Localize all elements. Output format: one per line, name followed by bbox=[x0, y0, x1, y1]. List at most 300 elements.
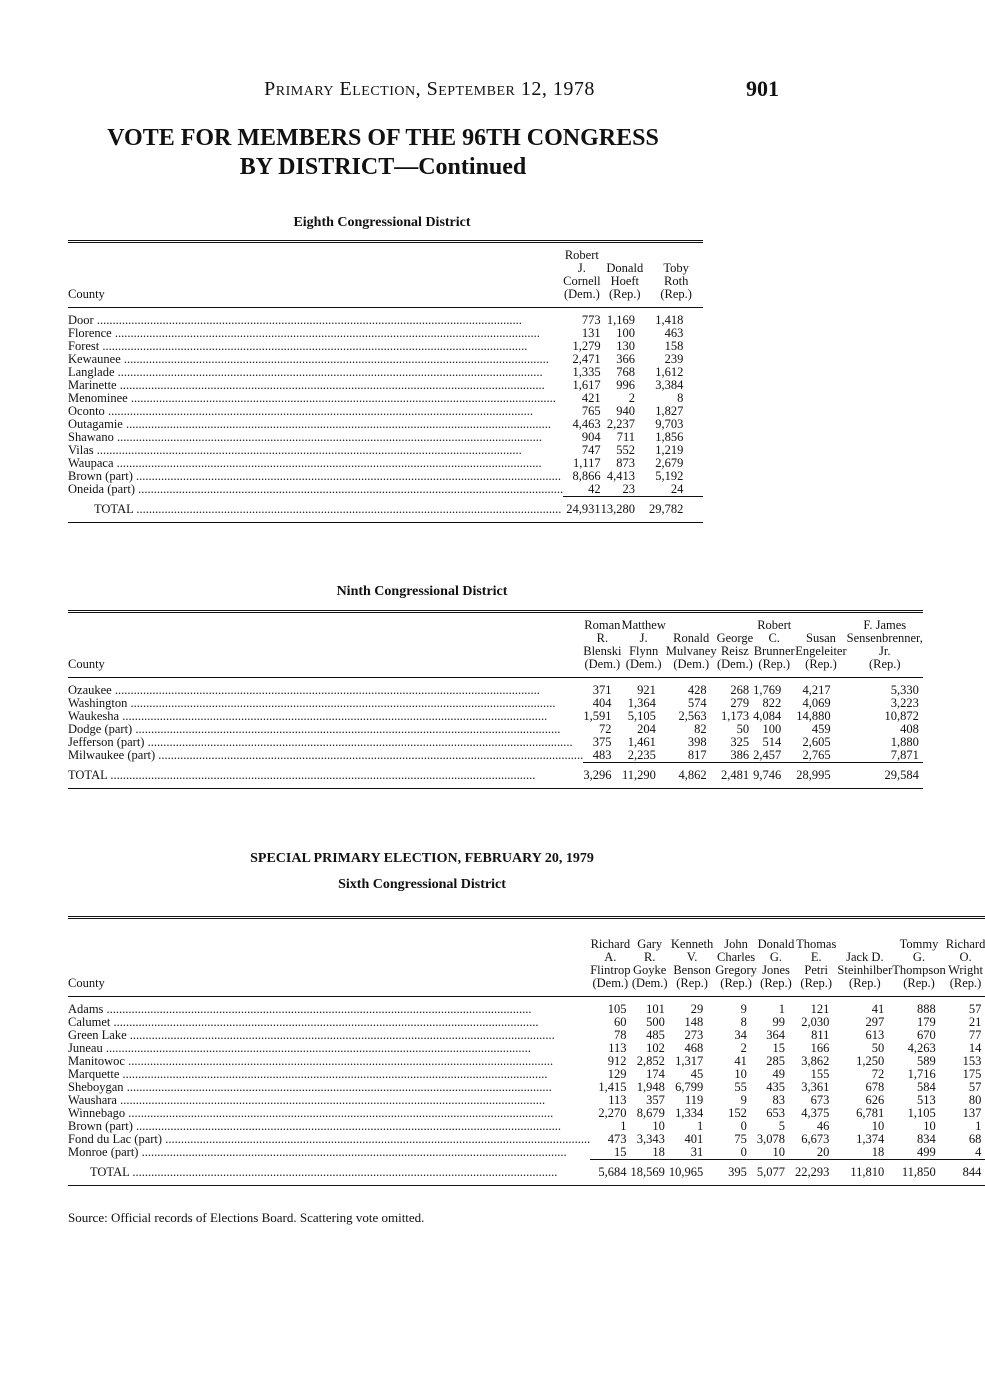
candidate-header-line: Charles bbox=[716, 950, 756, 964]
candidate-header-line: (Rep.) bbox=[849, 976, 881, 990]
vote-count: 834 bbox=[917, 1132, 936, 1146]
vote-count: 4,413 bbox=[606, 469, 635, 483]
vote-count: 940 bbox=[616, 404, 635, 418]
vote-count: 6,781 bbox=[856, 1106, 885, 1120]
candidate-header-line: Steinhilber bbox=[837, 963, 893, 977]
total-count: 844 bbox=[946, 1160, 985, 1186]
total-count: 2,481 bbox=[717, 763, 754, 789]
candidate-header-line: Richard O. bbox=[945, 937, 985, 964]
vote-count: 1,117 bbox=[572, 456, 601, 470]
county-name: Sheboygan ..... bbox=[68, 1081, 590, 1094]
vote-count: 10 bbox=[772, 1145, 786, 1159]
candidate-header-line: Wright bbox=[948, 963, 983, 977]
vote-count: 18 bbox=[652, 1145, 665, 1159]
vote-count: 589 bbox=[917, 1054, 936, 1068]
county-name: Jefferson (part) ..... bbox=[68, 736, 583, 749]
table-header-row bbox=[68, 242, 703, 308]
vote-count: 1,769 bbox=[753, 683, 782, 697]
vote-count: 921 bbox=[637, 683, 656, 697]
vote-count: 3,361 bbox=[801, 1080, 830, 1094]
vote-count: 15 bbox=[614, 1145, 627, 1159]
total-count: 11,810 bbox=[837, 1160, 892, 1186]
vote-count: 50 bbox=[871, 1041, 885, 1055]
vote-count: 5,330 bbox=[890, 683, 919, 697]
candidate-header-line: Engeleiter bbox=[795, 644, 847, 658]
vote-count: 500 bbox=[646, 1015, 665, 1029]
vote-count: 811 bbox=[811, 1028, 830, 1042]
vote-count: 584 bbox=[917, 1080, 936, 1094]
vote-count: 366 bbox=[616, 352, 635, 366]
vote-count: 2,563 bbox=[678, 709, 707, 723]
candidate-header-line: Gregory bbox=[715, 963, 757, 977]
vote-count: 574 bbox=[687, 696, 707, 710]
vote-count: 1,856 bbox=[655, 430, 684, 444]
running-head: Primary Election, September 12, 1978 bbox=[264, 78, 595, 100]
vote-count: 401 bbox=[684, 1132, 704, 1146]
vote-count: 325 bbox=[730, 735, 750, 749]
main-title bbox=[0, 124, 766, 182]
table-row bbox=[68, 483, 703, 497]
candidate-header-line: Hoeft bbox=[610, 274, 640, 288]
vote-count: 34 bbox=[734, 1028, 747, 1042]
table-row bbox=[68, 308, 703, 328]
candidate-header-line: (Rep.) bbox=[609, 287, 641, 301]
county-name: Outagamie ..... bbox=[68, 418, 563, 431]
vote-count: 152 bbox=[728, 1106, 747, 1120]
vote-count: 101 bbox=[646, 1002, 665, 1016]
vote-count: 129 bbox=[607, 1067, 627, 1081]
vote-count: 15 bbox=[772, 1041, 786, 1055]
vote-count: 158 bbox=[664, 339, 684, 353]
county-name: Forest ..... bbox=[68, 340, 563, 353]
vote-count: 904 bbox=[581, 430, 601, 444]
vote-count: 72 bbox=[871, 1067, 885, 1081]
vote-count: 49 bbox=[772, 1067, 786, 1081]
vote-count: 57 bbox=[968, 1002, 982, 1016]
vote-count: 1 bbox=[778, 1002, 786, 1016]
vote-count: 1,334 bbox=[675, 1106, 704, 1120]
vote-count: 239 bbox=[664, 352, 684, 366]
vote-count: 5,192 bbox=[655, 469, 684, 483]
vote-count: 421 bbox=[581, 391, 601, 405]
candidate-header-line: F. James bbox=[863, 618, 907, 632]
candidate-header-line: Flintrop bbox=[590, 963, 631, 977]
vote-count: 1,617 bbox=[572, 378, 601, 392]
vote-count: 75 bbox=[734, 1132, 747, 1146]
vote-count: 72 bbox=[598, 722, 612, 736]
vote-count: 514 bbox=[762, 735, 782, 749]
vote-count: 485 bbox=[646, 1028, 665, 1042]
vote-count: 148 bbox=[684, 1015, 704, 1029]
candidate-header-line: (Rep.) bbox=[676, 976, 708, 990]
county-name: Ozaukee ..... bbox=[68, 678, 583, 698]
candidate-header-line: Brunner bbox=[753, 644, 795, 658]
vote-count: 31 bbox=[690, 1145, 704, 1159]
vote-count: 4,084 bbox=[753, 709, 782, 723]
candidate-header-line: Donald bbox=[606, 261, 644, 275]
total-count: 22,293 bbox=[795, 1160, 837, 1186]
vote-count: 912 bbox=[607, 1054, 627, 1068]
vote-count: 888 bbox=[917, 1002, 936, 1016]
vote-count: 2,237 bbox=[606, 417, 635, 431]
sixth-district-table bbox=[68, 916, 985, 1186]
vote-count: 2,030 bbox=[801, 1015, 830, 1029]
vote-count: 80 bbox=[968, 1093, 982, 1107]
main-title-line-2: BY DISTRICT—Continued bbox=[239, 154, 527, 180]
vote-count: 1,317 bbox=[675, 1054, 704, 1068]
vote-count: 408 bbox=[900, 722, 919, 736]
candidate-header bbox=[753, 612, 795, 678]
vote-count: 1 bbox=[697, 1119, 704, 1133]
candidate-header-line: Roth bbox=[664, 274, 689, 288]
total-count: 3,296 bbox=[583, 763, 621, 789]
vote-count: 83 bbox=[772, 1093, 786, 1107]
candidate-header-line: Ronald bbox=[673, 631, 710, 645]
candidate-header-line: (Rep.) bbox=[903, 976, 935, 990]
county-name: Kewaunee ..... bbox=[68, 353, 563, 366]
vote-count: 68 bbox=[968, 1132, 982, 1146]
vote-count: 1,716 bbox=[907, 1067, 936, 1081]
table-row bbox=[68, 997, 985, 1017]
candidate-header-line: Susan bbox=[806, 631, 836, 645]
candidate-header-line: Flynn bbox=[629, 644, 659, 658]
county-name: Fond du Lac (part) ..... bbox=[68, 1133, 590, 1146]
candidate-header-line: (Dem.) bbox=[625, 657, 662, 671]
county-name: Milwaukee (part) ..... bbox=[68, 749, 583, 763]
page-number: 901 bbox=[746, 76, 779, 101]
table-header-row bbox=[68, 918, 985, 997]
table-row bbox=[68, 736, 923, 749]
candidate-header bbox=[666, 612, 717, 678]
vote-count: 1,105 bbox=[907, 1106, 936, 1120]
candidate-header bbox=[649, 242, 703, 308]
candidate-header bbox=[946, 918, 985, 997]
vote-count: 45 bbox=[690, 1067, 704, 1081]
candidate-header bbox=[601, 242, 649, 308]
vote-count: 4 bbox=[975, 1145, 982, 1159]
candidate-header bbox=[892, 918, 945, 997]
total-label: TOTAL ..... bbox=[68, 763, 583, 789]
vote-count: 673 bbox=[810, 1093, 830, 1107]
vote-count: 0 bbox=[740, 1119, 747, 1133]
vote-count: 155 bbox=[810, 1067, 830, 1081]
vote-count: 179 bbox=[917, 1015, 936, 1029]
vote-count: 273 bbox=[684, 1028, 704, 1042]
vote-count: 552 bbox=[616, 443, 635, 457]
vote-count: 99 bbox=[772, 1015, 786, 1029]
vote-count: 747 bbox=[581, 443, 601, 457]
vote-count: 435 bbox=[766, 1080, 786, 1094]
vote-count: 364 bbox=[766, 1028, 786, 1042]
vote-count: 817 bbox=[687, 748, 707, 762]
candidate-header-line: (Rep.) bbox=[868, 657, 901, 671]
eighth-district-title: Eighth Congressional District bbox=[293, 215, 471, 230]
vote-count: 2,605 bbox=[802, 735, 831, 749]
vote-count: 5,105 bbox=[627, 709, 656, 723]
total-count: 28,995 bbox=[795, 763, 846, 789]
vote-count: 6,799 bbox=[675, 1080, 704, 1094]
total-count: 10,965 bbox=[669, 1160, 715, 1186]
candidate-header-line: (Dem.) bbox=[584, 657, 621, 671]
vote-count: 4,263 bbox=[907, 1041, 936, 1055]
county-name: Marinette ..... bbox=[68, 379, 563, 392]
vote-count: 473 bbox=[607, 1132, 627, 1146]
vote-count: 3,223 bbox=[890, 696, 919, 710]
vote-count: 20 bbox=[816, 1145, 830, 1159]
total-count: 13,280 bbox=[601, 497, 649, 523]
ninth-district-title: Ninth Congressional District bbox=[336, 584, 508, 599]
vote-count: 100 bbox=[616, 326, 635, 340]
total-count: 11,850 bbox=[892, 1160, 945, 1186]
candidate-header-line: Tommy G. bbox=[899, 937, 939, 964]
vote-count: 386 bbox=[730, 748, 750, 762]
candidate-header-line: Thomas E. bbox=[796, 937, 837, 964]
vote-count: 10,872 bbox=[884, 709, 919, 723]
vote-count: 18 bbox=[871, 1145, 885, 1159]
candidate-header-line: (Dem.) bbox=[673, 657, 710, 671]
vote-count: 55 bbox=[734, 1080, 747, 1094]
county-name: Calumet ..... bbox=[68, 1016, 590, 1029]
vote-count: 1,880 bbox=[890, 735, 919, 749]
vote-count: 10 bbox=[923, 1119, 936, 1133]
vote-count: 8,866 bbox=[572, 469, 601, 483]
candidate-header bbox=[757, 918, 795, 997]
vote-count: 428 bbox=[687, 683, 707, 697]
candidate-header bbox=[563, 242, 601, 308]
vote-count: 113 bbox=[608, 1041, 627, 1055]
vote-count: 9,703 bbox=[655, 417, 684, 431]
total-row bbox=[68, 763, 923, 789]
vote-count: 121 bbox=[810, 1002, 830, 1016]
candidate-header-line: Kenneth V. bbox=[670, 937, 714, 964]
vote-count: 105 bbox=[607, 1002, 627, 1016]
vote-count: 463 bbox=[664, 326, 684, 340]
vote-count: 50 bbox=[736, 722, 750, 736]
candidate-header-line: Petri bbox=[804, 963, 829, 977]
candidate-header bbox=[795, 918, 837, 997]
vote-count: 1,612 bbox=[655, 365, 684, 379]
vote-count: 9 bbox=[740, 1002, 747, 1016]
county-name: Manitowoc ..... bbox=[68, 1055, 590, 1068]
total-label: TOTAL ..... bbox=[68, 1160, 590, 1186]
vote-count: 41 bbox=[734, 1054, 747, 1068]
candidate-header-line: Cornell bbox=[563, 274, 601, 288]
candidate-header-line: Mulvaney bbox=[665, 644, 717, 658]
candidate-header bbox=[715, 918, 757, 997]
total-label: TOTAL ..... bbox=[68, 497, 563, 523]
vote-count: 2,852 bbox=[636, 1054, 665, 1068]
county-name: Dodge (part) ..... bbox=[68, 723, 583, 736]
total-count: 5,684 bbox=[590, 1160, 630, 1186]
vote-count: 398 bbox=[687, 735, 707, 749]
candidate-header-line: Benson bbox=[673, 963, 711, 977]
vote-count: 1,279 bbox=[572, 339, 601, 353]
candidate-header bbox=[631, 918, 669, 997]
vote-count: 670 bbox=[917, 1028, 936, 1042]
candidate-header-line: Richard A. bbox=[590, 937, 631, 964]
vote-count: 137 bbox=[962, 1106, 982, 1120]
vote-count: 1,219 bbox=[655, 443, 684, 457]
vote-count: 4,217 bbox=[802, 683, 831, 697]
vote-count: 3,862 bbox=[801, 1054, 830, 1068]
vote-count: 1,364 bbox=[627, 696, 656, 710]
candidate-header-line: Jack D. bbox=[846, 950, 884, 964]
vote-count: 166 bbox=[810, 1041, 830, 1055]
county-name: Shawano ..... bbox=[68, 431, 563, 444]
county-name: Green Lake ..... bbox=[68, 1029, 590, 1042]
county-column-header: County bbox=[68, 612, 583, 678]
county-name: Waukesha ..... bbox=[68, 710, 583, 723]
vote-count: 1,374 bbox=[856, 1132, 885, 1146]
candidate-header-line: (Rep.) bbox=[660, 287, 692, 301]
sixth-district-title: Sixth Congressional District bbox=[338, 877, 506, 892]
vote-count: 3,384 bbox=[655, 378, 684, 392]
county-name: Juneau ..... bbox=[68, 1042, 590, 1055]
vote-count: 2,679 bbox=[655, 456, 684, 470]
candidate-header-line: Jones bbox=[762, 963, 790, 977]
county-name: Oneida (part) ..... bbox=[68, 483, 563, 497]
vote-count: 357 bbox=[646, 1093, 665, 1107]
vote-count: 768 bbox=[616, 365, 635, 379]
candidate-header-line: (Rep.) bbox=[800, 976, 833, 990]
vote-count: 119 bbox=[684, 1093, 704, 1107]
candidate-header-line: Robert J. bbox=[564, 248, 599, 275]
vote-count: 4,069 bbox=[802, 696, 831, 710]
vote-count: 2 bbox=[740, 1041, 747, 1055]
vote-count: 21 bbox=[968, 1015, 982, 1029]
vote-count: 1,169 bbox=[606, 313, 635, 327]
candidate-header bbox=[717, 612, 754, 678]
table-row bbox=[68, 749, 923, 763]
main-title-line-1: VOTE FOR MEMBERS OF THE 96TH CONGRESS bbox=[107, 125, 659, 151]
vote-count: 14 bbox=[968, 1041, 982, 1055]
table-row bbox=[68, 1133, 985, 1146]
county-name: Adams ..... bbox=[68, 997, 590, 1017]
county-column-header: County bbox=[68, 918, 590, 997]
vote-count: 41 bbox=[871, 1002, 885, 1016]
candidate-header-line: Goyke bbox=[633, 963, 667, 977]
candidate-header bbox=[621, 612, 665, 678]
vote-count: 29 bbox=[690, 1002, 704, 1016]
table-row bbox=[68, 470, 703, 483]
candidate-header-line: Gary R. bbox=[637, 937, 663, 964]
county-name: Florence ..... bbox=[68, 327, 563, 340]
vote-count: 9 bbox=[740, 1093, 747, 1107]
county-name: Monroe (part) ..... bbox=[68, 1146, 590, 1160]
candidate-header-line: Robert C. bbox=[757, 618, 792, 645]
vote-count: 0 bbox=[740, 1145, 747, 1159]
candidate-header bbox=[590, 918, 630, 997]
vote-count: 8,679 bbox=[636, 1106, 665, 1120]
vote-count: 279 bbox=[730, 696, 750, 710]
total-count: 4,862 bbox=[666, 763, 717, 789]
vote-count: 765 bbox=[581, 404, 601, 418]
candidate-header bbox=[837, 918, 892, 997]
vote-count: 268 bbox=[730, 683, 750, 697]
vote-count: 6,673 bbox=[801, 1132, 830, 1146]
county-name: Washington ..... bbox=[68, 697, 583, 710]
vote-count: 10 bbox=[652, 1119, 665, 1133]
vote-count: 10 bbox=[734, 1067, 747, 1081]
vote-count: 1 bbox=[975, 1119, 982, 1133]
total-count: 29,584 bbox=[847, 763, 923, 789]
county-name: Oconto ..... bbox=[68, 405, 563, 418]
vote-count: 285 bbox=[766, 1054, 786, 1068]
vote-count: 3,343 bbox=[636, 1132, 665, 1146]
total-count: 18,569 bbox=[631, 1160, 669, 1186]
vote-count: 4,463 bbox=[572, 417, 601, 431]
county-column-header: County bbox=[68, 242, 563, 308]
candidate-header-line: (Rep.) bbox=[805, 657, 837, 671]
eighth-district-table bbox=[68, 240, 703, 523]
candidate-header-line: Sensenbrenner, Jr. bbox=[846, 631, 923, 658]
vote-count: 113 bbox=[608, 1093, 627, 1107]
candidate-header bbox=[669, 918, 715, 997]
candidate-header-line: (Rep.) bbox=[758, 657, 790, 671]
total-count: 395 bbox=[715, 1160, 757, 1186]
candidate-header-line: Toby bbox=[663, 261, 689, 275]
vote-count: 24 bbox=[670, 482, 684, 496]
candidate-header bbox=[795, 612, 846, 678]
vote-count: 1,948 bbox=[636, 1080, 665, 1094]
vote-count: 996 bbox=[616, 378, 635, 392]
candidate-header-line: (Dem.) bbox=[563, 287, 600, 301]
vote-count: 2,235 bbox=[627, 748, 656, 762]
candidate-header-line: (Dem.) bbox=[592, 976, 629, 990]
vote-count: 82 bbox=[694, 722, 707, 736]
ninth-district-table bbox=[68, 610, 923, 789]
county-name: Langlade ..... bbox=[68, 366, 563, 379]
candidate-header-line: (Rep.) bbox=[760, 976, 792, 990]
vote-count: 459 bbox=[811, 722, 831, 736]
candidate-header-line: Roman R. bbox=[584, 618, 621, 645]
total-row bbox=[68, 1160, 985, 1186]
candidate-header-line: (Dem.) bbox=[631, 976, 668, 990]
county-name: Marquette ..... bbox=[68, 1068, 590, 1081]
total-count: 11,290 bbox=[621, 763, 665, 789]
county-name: Brown (part) ..... bbox=[68, 1120, 590, 1133]
vote-count: 57 bbox=[968, 1080, 982, 1094]
table-header-row bbox=[68, 612, 923, 678]
total-row bbox=[68, 497, 703, 523]
candidate-header-line: Matthew J. bbox=[621, 618, 666, 645]
candidate-header-line: George bbox=[716, 631, 754, 645]
candidate-header-line: (Dem.) bbox=[716, 657, 753, 671]
candidate-header-line: Thompson bbox=[892, 963, 946, 977]
vote-count: 46 bbox=[816, 1119, 830, 1133]
vote-count: 4,375 bbox=[801, 1106, 830, 1120]
vote-count: 2 bbox=[628, 391, 635, 405]
candidate-header-line: (Rep.) bbox=[949, 976, 982, 990]
county-name: Vilas ..... bbox=[68, 444, 563, 457]
county-name: Winnebago ..... bbox=[68, 1107, 590, 1120]
vote-count: 1,827 bbox=[655, 404, 684, 418]
vote-count: 626 bbox=[865, 1093, 885, 1107]
county-name: Menominee ..... bbox=[68, 392, 563, 405]
vote-count: 1,591 bbox=[583, 709, 612, 723]
county-name: Waupaca ..... bbox=[68, 457, 563, 470]
vote-count: 8 bbox=[740, 1015, 747, 1029]
vote-count: 678 bbox=[865, 1080, 885, 1094]
vote-count: 42 bbox=[588, 482, 601, 496]
total-count: 9,746 bbox=[753, 763, 795, 789]
vote-count: 822 bbox=[762, 696, 782, 710]
vote-count: 1,250 bbox=[856, 1054, 885, 1068]
vote-count: 153 bbox=[962, 1054, 982, 1068]
vote-count: 175 bbox=[962, 1067, 982, 1081]
vote-count: 468 bbox=[684, 1041, 704, 1055]
vote-count: 130 bbox=[616, 339, 635, 353]
